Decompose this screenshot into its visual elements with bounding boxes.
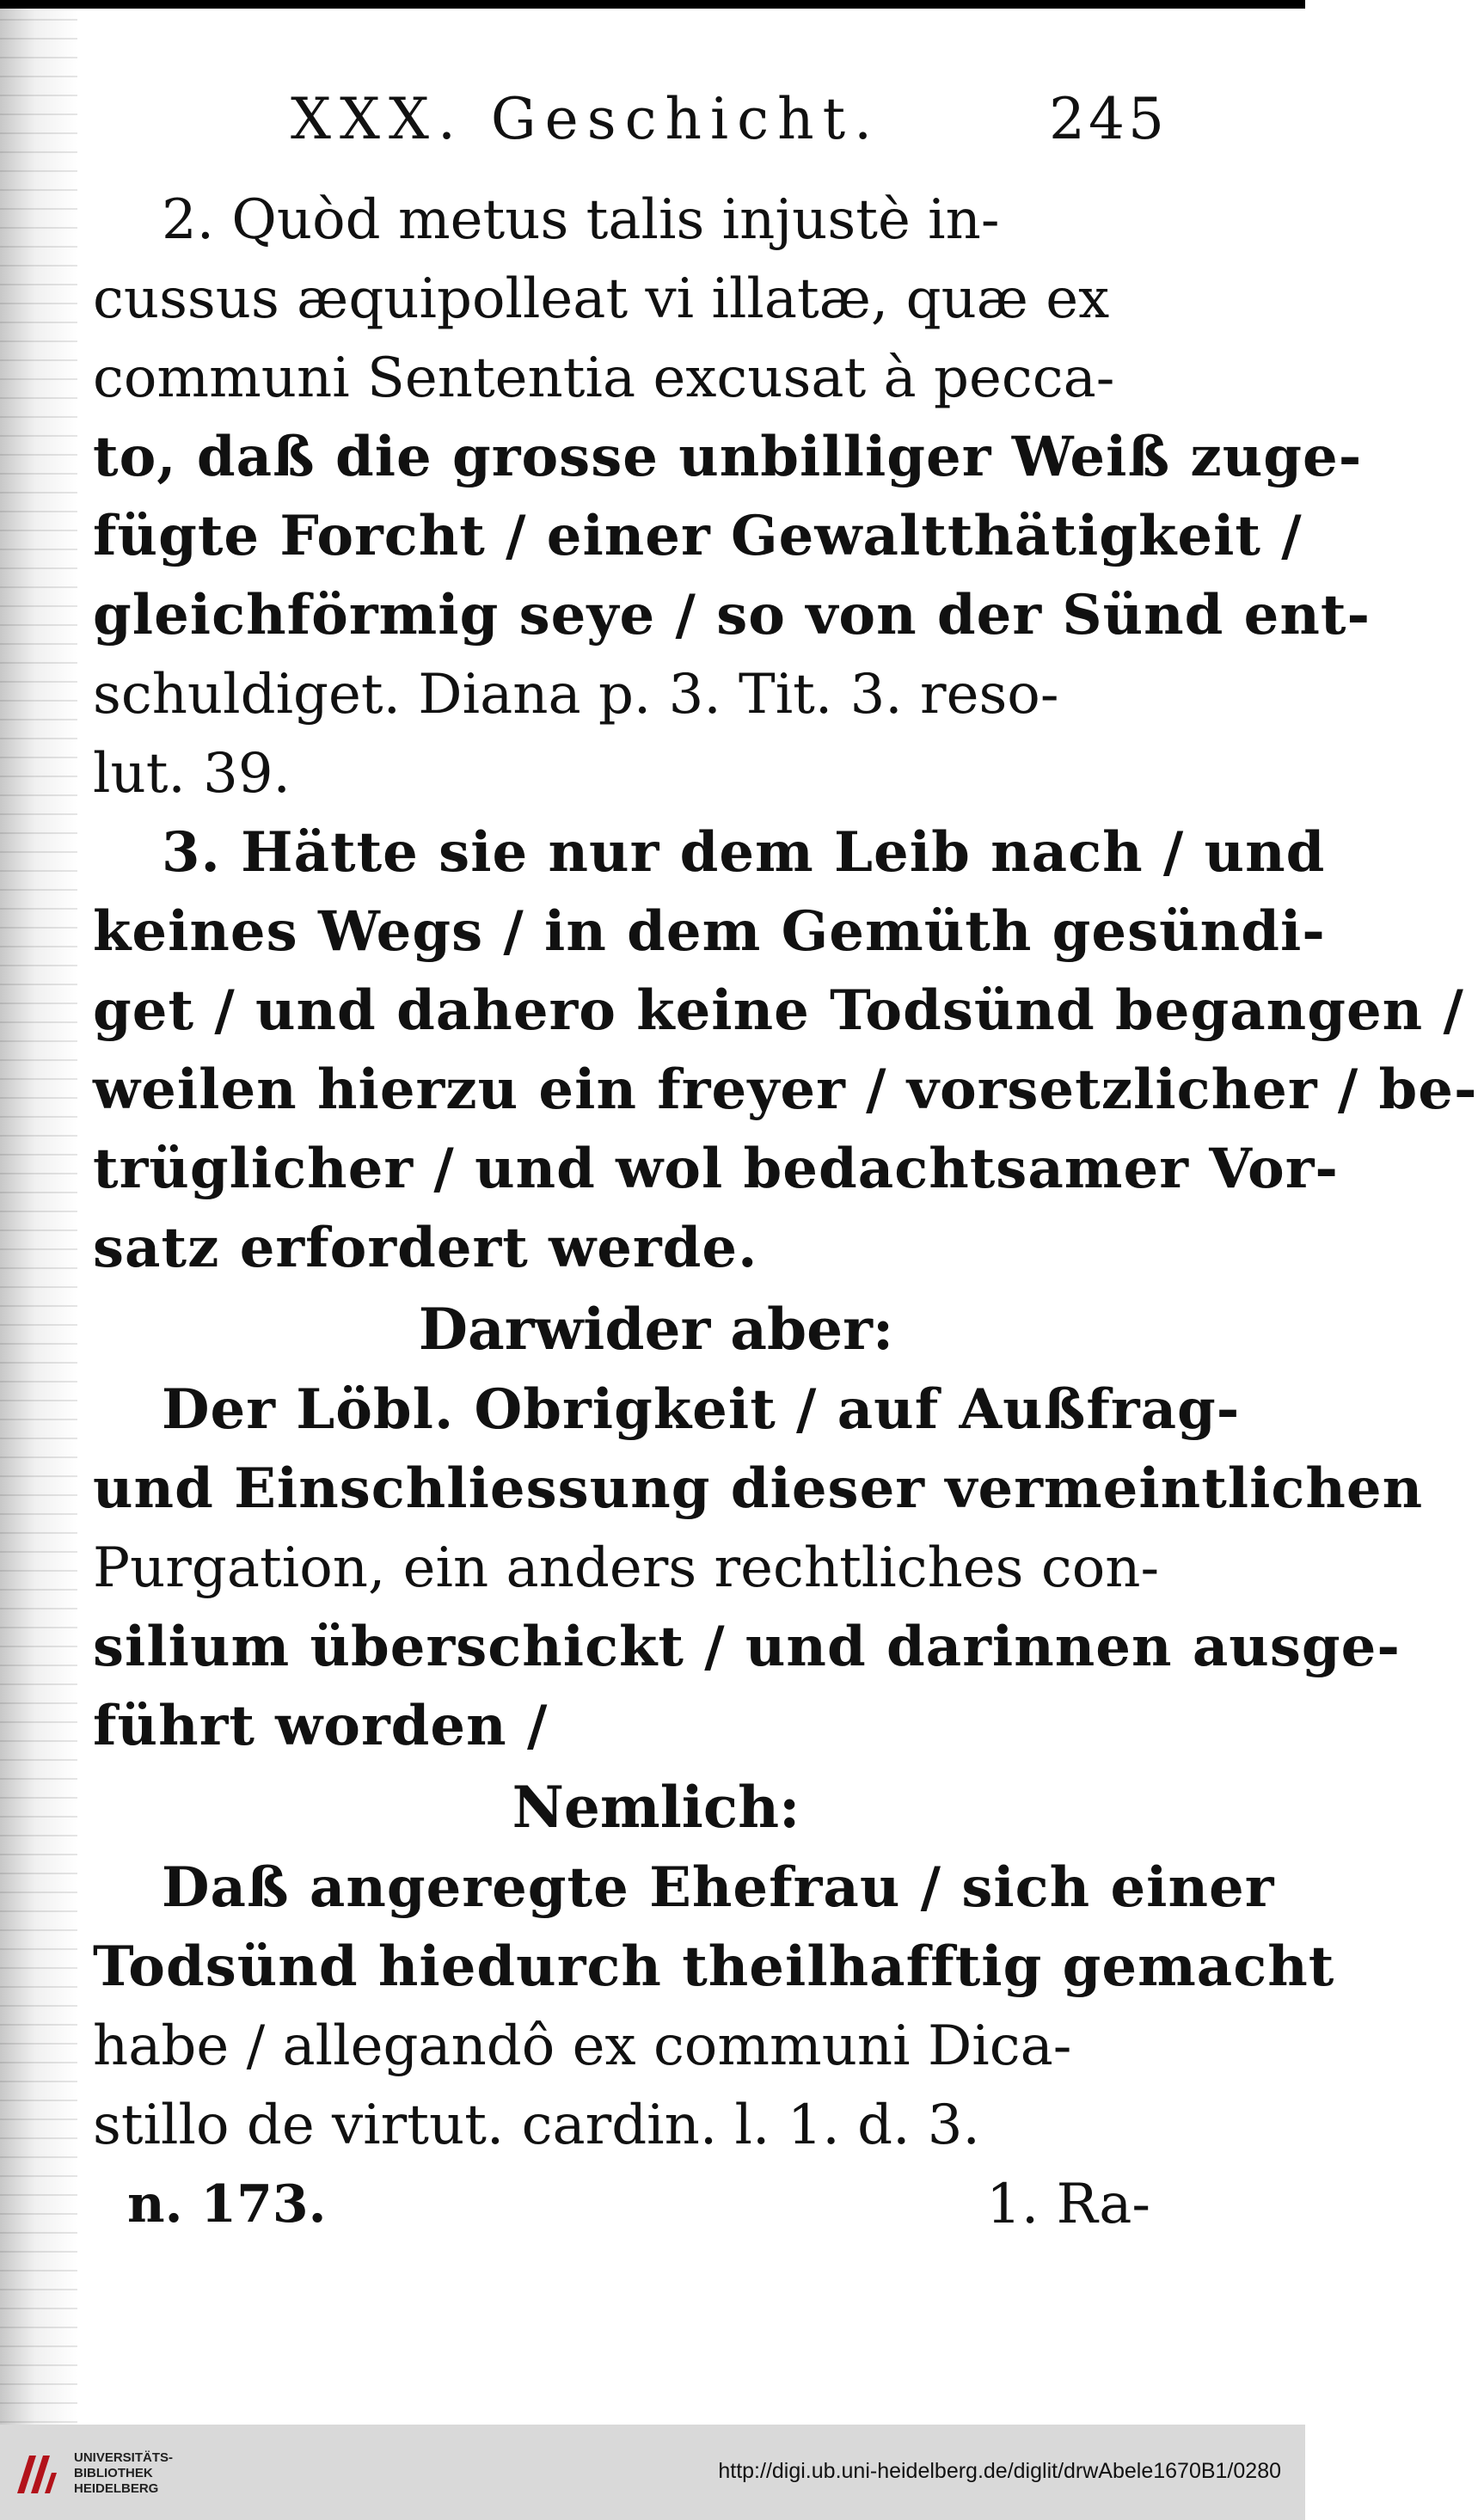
running-head-title: XXX. Geschicht. — [291, 86, 881, 152]
text-line: habe / allegandô ex communi Dica- — [93, 2014, 1072, 2078]
top-border — [0, 0, 1305, 9]
text-line: communi Sententia excusat à pecca- — [93, 346, 1115, 410]
library-name-line: UNIVERSITÄTS- — [74, 2450, 174, 2465]
text-line: führt worden / — [93, 1694, 549, 1758]
library-name — [74, 2450, 173, 2497]
text-line: Daß angeregte Ehefrau / sich einer — [162, 1855, 1275, 1920]
viewer-footer — [0, 2425, 1305, 2520]
text-line: Der Löbl. Obrigkeit / auf Außfrag- — [162, 1377, 1241, 1442]
permalink-url[interactable]: http://digi.ub.uni-heidelberg.de/diglit/drwAbele1670B1/0280 — [718, 2459, 1281, 2483]
text-line: schuldiget. Diana p. 3. Tit. 3. reso- — [93, 663, 1059, 727]
text-line: satz erfordert werde. — [93, 1216, 758, 1280]
text-line: Purgation, ein anders rechtliches con- — [93, 1536, 1160, 1600]
text-line: keines Wegs / in dem Gemüth gesündi- — [93, 899, 1326, 964]
text-line: to, daß die grosse unbilliger Weiß zuge- — [93, 425, 1363, 489]
text-line: get / und dahero keine Todsünd begangen / — [93, 978, 1464, 1043]
text-line: Todsünd hiedurch theilhafftig gemacht — [93, 1934, 1335, 1999]
library-name-line: BIBLIOTHEK — [74, 2466, 153, 2480]
text-line: silium überschickt / und darinnen ausge- — [93, 1615, 1401, 1679]
library-name-line: HEIDELBERG — [74, 2481, 159, 2496]
signature-mark: n. 173. — [127, 2174, 327, 2235]
page-gutter — [0, 0, 77, 2425]
section-heading: Darwider aber: — [418, 1296, 894, 1363]
text-line: weilen hierzu ein freyer / vorsetzlicher / be- — [93, 1058, 1478, 1122]
text-line: lut. 39. — [93, 742, 291, 806]
library-logo-icon — [12, 2449, 62, 2499]
text-line: gleichförmig seye / so von der Sünd ent- — [93, 583, 1371, 647]
text-line: 2. Quòd metus talis injustè in- — [162, 188, 1000, 252]
text-line: cussus æquipolleat vi illatæ, quæ ex — [93, 267, 1110, 331]
running-head — [93, 77, 1219, 181]
text-line: stillo de virtut. cardin. l. 1. d. 3. — [93, 2094, 980, 2157]
text-block — [93, 77, 1478, 2244]
catchword-line — [93, 2165, 1219, 2244]
catchword: 1. Ra- — [986, 2173, 1150, 2236]
text-line: fügte Forcht / einer Gewaltthätigkeit / — [93, 504, 1303, 568]
text-line: trüglicher / und wol bedachtsamer Vor- — [93, 1137, 1339, 1201]
section-heading: Nemlich: — [512, 1774, 800, 1841]
page-number: 245 — [1049, 86, 1168, 152]
text-line: und Einschliessung dieser vermeintlichen — [93, 1456, 1424, 1521]
text-line: 3. Hätte sie nur dem Leib nach / und — [162, 820, 1326, 885]
